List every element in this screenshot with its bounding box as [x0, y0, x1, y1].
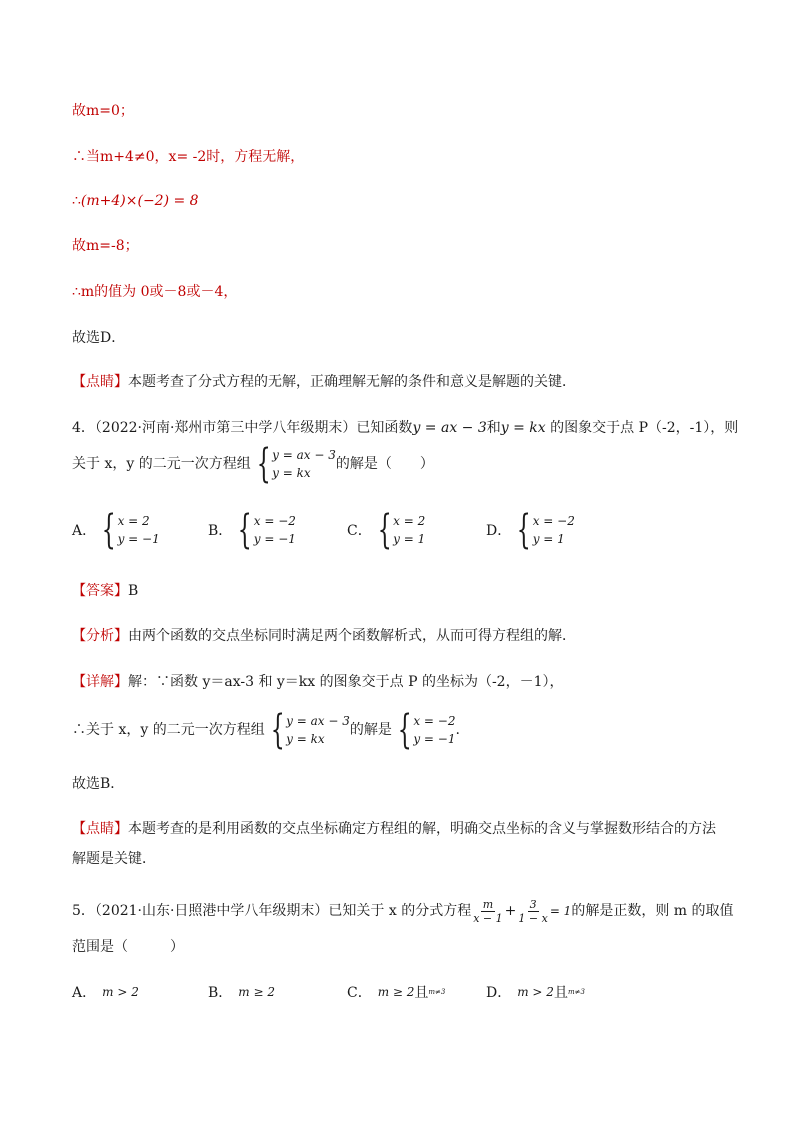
detail-tag: 【详解】 [72, 674, 128, 690]
q5-stem-line1 [72, 896, 734, 926]
q4-line2-prefix: 关于 x，y 的二元一次方程组 [72, 456, 251, 472]
q5-option-d [486, 982, 585, 1002]
sys-row: y = ax − 3 [286, 714, 350, 728]
q4-choose: 故选B． [72, 776, 125, 792]
detail-solution: { x = −2 y = −1 [397, 707, 456, 753]
option-label: B． [208, 985, 233, 1001]
q5-stem-suffix: 的解是正数，则 m 的取值 [571, 903, 734, 919]
q4-option-c [347, 507, 426, 553]
analysis-tag: 【分析】 [72, 628, 128, 644]
sys-row: y = −1 [253, 532, 296, 546]
option-system: { x = −2 y = −1 [238, 507, 296, 553]
comment-text: 本题考查的是利用函数的交点坐标确定方程组的解，明确交点坐标的含义与掌握数形结合的方法 [128, 821, 716, 837]
q3-line-m-8: 故m=-8； [72, 238, 139, 254]
q5-option-a [72, 982, 139, 1002]
sys-row: y = −1 [413, 732, 456, 746]
q4-stem-line1 [72, 418, 738, 438]
q5-fraction-2 [516, 898, 549, 925]
option-tail-small: m≠3 [428, 988, 446, 996]
plus-sign: + [504, 903, 517, 919]
detail-end: . [455, 722, 460, 738]
q4-line2-suffix: 的解是（ ） [335, 456, 434, 472]
q4-stem-line2 [72, 441, 434, 487]
sys-row: x = −2 [532, 514, 575, 528]
fraction-numerator: m [482, 897, 494, 911]
option-label: C． [347, 985, 372, 1001]
sys-row: x = 2 [393, 514, 426, 528]
sys-row: y = kx [286, 732, 325, 746]
comment-tag: 【点睛】 [72, 821, 128, 837]
q5-fraction-1 [471, 898, 504, 925]
sys-row: x = 2 [117, 514, 150, 528]
q3-comment [72, 372, 576, 392]
q4-stem-suffix: 的图象交于点 P（-2，-1），则 [545, 420, 739, 436]
q3-line-values: ∴m的值为 0或－8或－4， [72, 284, 238, 300]
q4-option-a [72, 507, 160, 553]
q3-line-condition: ∴当m+4≠0，x= -2时，方程无解， [72, 149, 305, 165]
sys-row: x = −2 [253, 514, 296, 528]
q4-detail-line1 [72, 672, 564, 692]
answer-tag: 【答案】 [72, 583, 128, 599]
option-tail-small: m≠3 [567, 988, 585, 996]
detail-text: 解：∵函数 y＝ax-3 和 y＝kx 的图象交于点 P 的坐标为（-2，－1）， [128, 674, 564, 690]
q3-line-equation [72, 191, 199, 211]
q3-expr: (m+4)×(−2) = 8 [80, 193, 199, 209]
q4-analysis [72, 626, 576, 646]
option-expr: m > 2 [517, 985, 554, 999]
q4-comment-line1 [72, 819, 716, 839]
option-label: A． [72, 523, 97, 539]
sys-row: x = −2 [413, 714, 456, 728]
equals-one: = 1 [549, 904, 572, 918]
q3-line-m0: 故m=0； [72, 103, 134, 119]
option-tail: 且 [553, 985, 568, 1001]
option-system: { x = −2 y = 1 [516, 507, 575, 553]
q4-stem-prefix: 4．（2022·河南·郑州市第三中学八年级期末）已知函数 [72, 420, 413, 436]
q5-stem-line2: 范围是（ ） [72, 939, 184, 955]
detail-prefix: ∴关于 x，y 的二元一次方程组 [72, 722, 265, 738]
q5-option-b [208, 982, 275, 1002]
q4-func2: y = kx [500, 420, 546, 436]
q4-equation-system: { y = ax − 3 y = kx [256, 441, 336, 487]
q4-option-d [486, 507, 575, 553]
fraction-denominator: x − 1 [473, 911, 503, 925]
q3-choose: 故选D． [72, 330, 126, 346]
comment-tag: 【点睛】 [72, 374, 128, 390]
sys-row: y = 1 [532, 532, 565, 546]
answer-value: B [128, 583, 139, 599]
q4-detail-line2 [72, 707, 460, 753]
option-label: D． [486, 523, 512, 539]
q4-option-b [208, 507, 296, 553]
q5-option-c [347, 982, 445, 1002]
q5-stem-prefix: 5．（2021·山东·日照港中学八年级期末）已知关于 x 的分式方程 [72, 903, 472, 919]
option-label: A． [72, 985, 97, 1001]
comment-text: 本题考查了分式方程的无解，正确理解无解的条件和意义是解题的关键． [128, 374, 576, 390]
option-label: B． [208, 523, 233, 539]
option-label: D． [486, 985, 512, 1001]
detail-mid: 的解是 [349, 722, 392, 738]
option-tail: 且 [414, 985, 429, 1001]
therefore-symbol: ∴ [72, 193, 81, 209]
option-expr: m ≥ 2 [238, 985, 275, 999]
option-expr: m > 2 [102, 985, 139, 999]
q4-func1: y = ax − 3 [412, 420, 487, 436]
option-system: { x = 2 y = −1 [101, 507, 160, 553]
analysis-text: 由两个函数的交点坐标同时满足两个函数解析式，从而可得方程组的解． [128, 628, 576, 644]
detail-system: { y = ax − 3 y = kx [270, 707, 350, 753]
sys-row: y = ax − 3 [272, 448, 336, 462]
sys-row: y = kx [272, 466, 311, 480]
q4-and: 和 [486, 420, 501, 436]
option-system: { x = 2 y = 1 [377, 507, 426, 553]
fraction-numerator: 3 [529, 897, 537, 911]
q4-comment-line2: 解题是关键． [72, 851, 156, 867]
sys-row: y = −1 [117, 532, 160, 546]
sys-row: y = 1 [393, 532, 426, 546]
option-label: C． [347, 523, 372, 539]
q4-answer [72, 581, 138, 601]
option-expr: m ≥ 2 [377, 985, 415, 999]
fraction-denominator: 1 − x [518, 911, 548, 925]
